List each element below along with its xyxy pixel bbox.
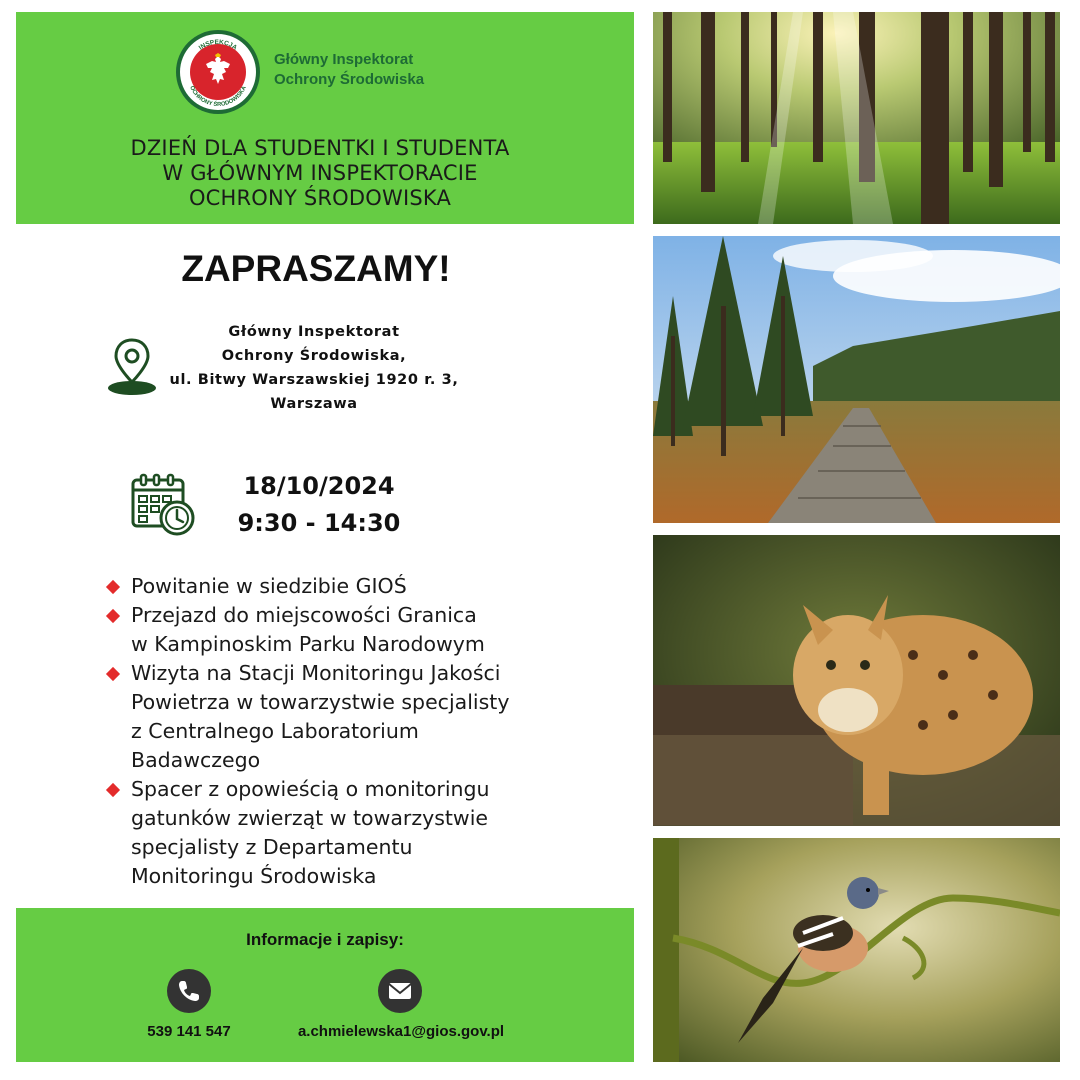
- boardwalk-photo: [653, 236, 1060, 523]
- phone-icon[interactable]: [167, 969, 211, 1013]
- contact-footer: [16, 908, 634, 1062]
- agenda-item-line: Powitanie w siedzibie GIOŚ: [131, 574, 407, 598]
- agenda-item-line: Wizyta na Stacji Monitoringu Jakości: [131, 661, 501, 685]
- chaffinch-photo: [653, 838, 1060, 1062]
- svg-text:INSPEKCJA: INSPEKCJA: [197, 38, 239, 52]
- envelope-icon[interactable]: [378, 969, 422, 1013]
- event-address: Główny Inspektorat Ochrony Środowiska, ul. Bitwy Warszawskiej 1920 r. 3, Warszawa: [169, 324, 459, 412]
- agenda-item-line: Przejazd do miejscowości Granica: [131, 603, 477, 627]
- agenda-item-line: Powietrza w towarzystwie specjalisty: [131, 690, 510, 714]
- event-time: 9:30 - 14:30: [237, 509, 401, 537]
- diamond-bullet-icon: [106, 667, 120, 681]
- agenda-item: [106, 659, 566, 775]
- gios-logo: [176, 30, 260, 114]
- diamond-bullet-icon: [106, 609, 120, 623]
- org-name: Główny Inspektorat Ochrony Środowiska: [274, 51, 425, 88]
- calendar-clock-icon: [130, 472, 196, 538]
- agenda-item: [106, 775, 566, 891]
- svg-text:OCHRONY ŚRODOWISKA: OCHRONY ŚRODOWISKA: [188, 85, 248, 109]
- contact-title: Informacje i zapisy:: [246, 930, 404, 949]
- agenda-item-line: z Centralnego Laboratorium: [131, 719, 419, 743]
- forest-photo: [653, 12, 1060, 224]
- lynx-photo: [653, 535, 1060, 826]
- agenda-list: [106, 572, 566, 891]
- diamond-bullet-icon: [106, 580, 120, 594]
- agenda-item: [106, 601, 566, 659]
- email-address[interactable]: a.chmielewska1@gios.gov.pl: [297, 1023, 505, 1040]
- event-title: DZIEŃ DLA STUDENTKI I STUDENTA W GŁÓWNYM INSPEKTORACIE OCHRONY ŚRODOWISKA: [130, 136, 510, 210]
- agenda-item-line: w Kampinoskim Parku Narodowym: [131, 632, 485, 656]
- agenda-item-line: specjalisty z Departamentu: [131, 835, 413, 859]
- invite-heading: ZAPRASZAMY!: [181, 248, 451, 289]
- agenda-item-line: Monitoringu Środowiska: [131, 864, 377, 888]
- agenda-item-line: gatunków zwierząt w towarzystwie: [131, 806, 489, 830]
- event-date: 18/10/2024: [243, 472, 395, 500]
- agenda-item-line: Badawczego: [131, 748, 261, 772]
- location-pin-icon: [106, 336, 158, 396]
- agenda-item-line: Spacer z opowieścią o monitoringu: [131, 777, 490, 801]
- diamond-bullet-icon: [106, 783, 120, 797]
- phone-number[interactable]: 539 141 547: [147, 1023, 231, 1040]
- event-date-time: [224, 468, 414, 542]
- agenda-item: [106, 572, 566, 601]
- eagle-emblem-icon: [202, 52, 234, 92]
